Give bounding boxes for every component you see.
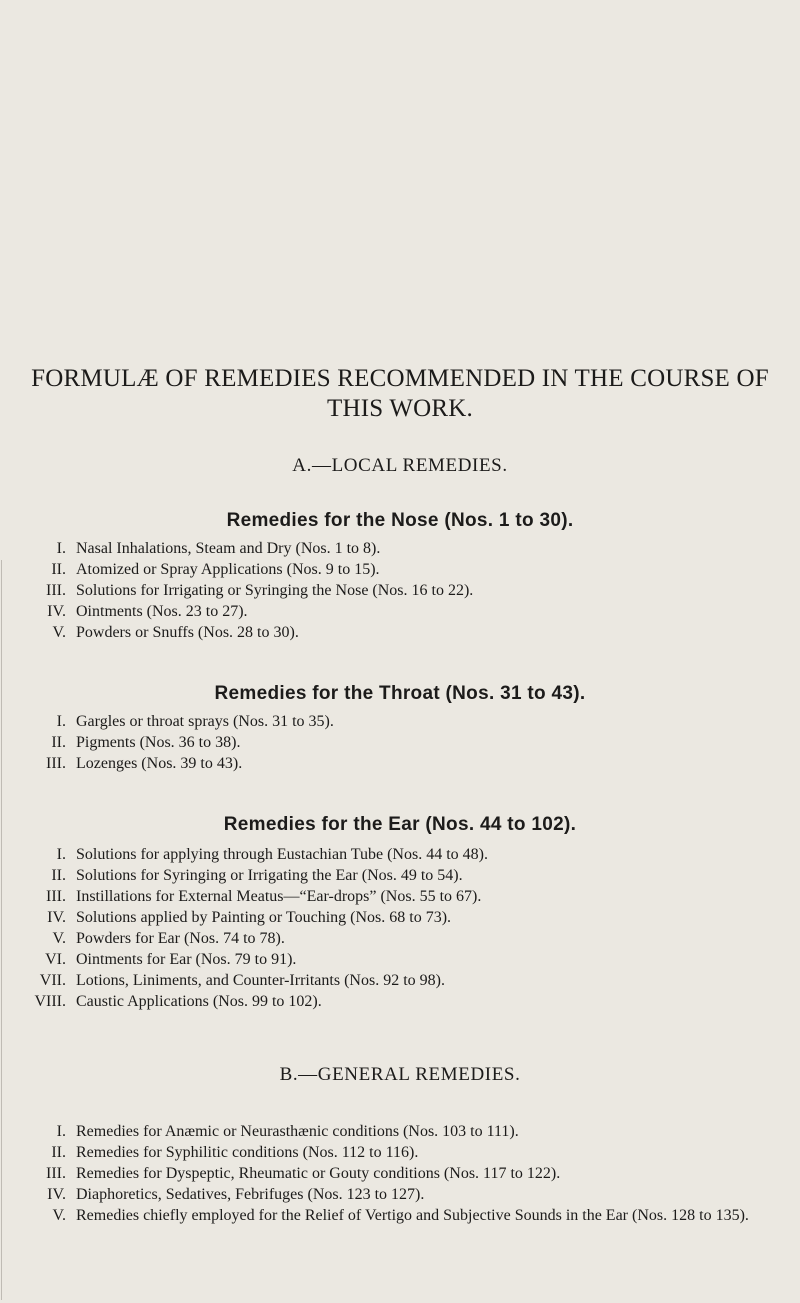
item-numeral: II. bbox=[51, 867, 66, 884]
general-remedies-list bbox=[0, 1121, 800, 1247]
item-numeral: V. bbox=[52, 624, 66, 641]
item-numeral: IV. bbox=[47, 909, 66, 926]
item-text: Lotions, Liniments, and Counter-Irritants (Nos. 92 to 98). bbox=[76, 972, 445, 989]
list-item bbox=[0, 1184, 800, 1205]
nose-remedies-list bbox=[0, 538, 800, 643]
item-numeral: II. bbox=[51, 734, 66, 751]
nose-section-heading: Remedies for the Nose (Nos. 1 to 30). bbox=[226, 510, 574, 531]
ear-section-heading: Remedies for the Ear (Nos. 44 to 102). bbox=[223, 814, 577, 835]
item-numeral: I. bbox=[56, 846, 66, 863]
list-item bbox=[0, 622, 800, 643]
item-text: Nasal Inhalations, Steam and Dry (Nos. 1 to 8). bbox=[76, 540, 381, 557]
list-item bbox=[0, 970, 800, 991]
list-item bbox=[0, 865, 800, 886]
item-numeral: I. bbox=[56, 713, 66, 730]
list-item bbox=[0, 928, 800, 949]
item-text: Remedies for Syphilitic conditions (Nos. 112 to 116). bbox=[76, 1144, 419, 1161]
list-item bbox=[0, 1163, 800, 1184]
item-numeral: VII. bbox=[39, 972, 66, 989]
item-text: Ointments for Ear (Nos. 79 to 91). bbox=[76, 951, 297, 968]
item-text: Powders for Ear (Nos. 74 to 78). bbox=[76, 930, 285, 947]
item-text: Powders or Snuffs (Nos. 28 to 30). bbox=[76, 624, 299, 641]
item-numeral: V. bbox=[52, 1207, 66, 1224]
item-text: Remedies for Anæmic or Neurasthænic conditions (Nos. 103 to 111). bbox=[76, 1123, 519, 1140]
page-title: FORMULÆ OF REMEDIES RECOMMENDED IN THE COURSE OF THIS WORK. bbox=[31, 365, 769, 422]
part-a-heading: A.—LOCAL REMEDIES. bbox=[292, 455, 508, 476]
item-numeral: III. bbox=[46, 582, 66, 599]
throat-remedies-list bbox=[0, 711, 800, 774]
ear-remedies-list bbox=[0, 844, 800, 1012]
list-item bbox=[0, 580, 800, 601]
list-item bbox=[0, 732, 800, 753]
part-b-heading: B.—GENERAL REMEDIES. bbox=[279, 1064, 521, 1085]
list-item bbox=[0, 907, 800, 928]
item-text: Diaphoretics, Sedatives, Febrifuges (Nos. 123 to 127). bbox=[76, 1186, 425, 1203]
item-text: Pigments (Nos. 36 to 38). bbox=[76, 734, 241, 751]
list-item bbox=[0, 844, 800, 865]
item-numeral: VI. bbox=[45, 951, 66, 968]
list-item bbox=[0, 991, 800, 1012]
list-item bbox=[0, 753, 800, 774]
item-numeral: IV. bbox=[47, 603, 66, 620]
item-numeral: III. bbox=[46, 1165, 66, 1182]
list-item bbox=[0, 1205, 800, 1247]
item-text: Lozenges (Nos. 39 to 43). bbox=[76, 755, 243, 772]
item-text: Gargles or throat sprays (Nos. 31 to 35). bbox=[76, 713, 334, 730]
item-text: Solutions for Syringing or Irrigating the Ear (Nos. 49 to 54). bbox=[76, 867, 463, 884]
list-item bbox=[0, 559, 800, 580]
item-numeral: V. bbox=[52, 930, 66, 947]
item-numeral: I. bbox=[56, 1123, 66, 1140]
list-item bbox=[0, 711, 800, 732]
item-numeral: IV. bbox=[47, 1186, 66, 1203]
item-text: Remedies chiefly employed for the Relief of Vertigo and Subjective Sounds in the Ear (Nos. 128 to 135). bbox=[76, 1207, 749, 1224]
item-text: Instillations for External Meatus—“Ear-drops” (Nos. 55 to 67). bbox=[76, 888, 482, 905]
item-numeral: I. bbox=[56, 540, 66, 557]
throat-section-heading: Remedies for the Throat (Nos. 31 to 43). bbox=[214, 683, 586, 704]
list-item bbox=[0, 538, 800, 559]
item-text: Solutions applied by Painting or Touching (Nos. 68 to 73). bbox=[76, 909, 452, 926]
list-item bbox=[0, 886, 800, 907]
item-text: Atomized or Spray Applications (Nos. 9 to 15). bbox=[76, 561, 380, 578]
item-numeral: III. bbox=[46, 755, 66, 772]
item-text: Caustic Applications (Nos. 99 to 102). bbox=[76, 993, 322, 1010]
list-item bbox=[0, 1121, 800, 1142]
list-item bbox=[0, 949, 800, 970]
item-numeral: III. bbox=[46, 888, 66, 905]
item-numeral: II. bbox=[51, 1144, 66, 1161]
item-text: Remedies for Dyspeptic, Rheumatic or Gouty conditions (Nos. 117 to 122). bbox=[76, 1165, 561, 1182]
list-item bbox=[0, 1142, 800, 1163]
item-numeral: VIII. bbox=[34, 993, 66, 1010]
item-text: Ointments (Nos. 23 to 27). bbox=[76, 603, 248, 620]
list-item bbox=[0, 601, 800, 622]
item-numeral: II. bbox=[51, 561, 66, 578]
item-text: Solutions for Irrigating or Syringing the Nose (Nos. 16 to 22). bbox=[76, 582, 474, 599]
item-text: Solutions for applying through Eustachian Tube (Nos. 44 to 48). bbox=[76, 846, 488, 863]
